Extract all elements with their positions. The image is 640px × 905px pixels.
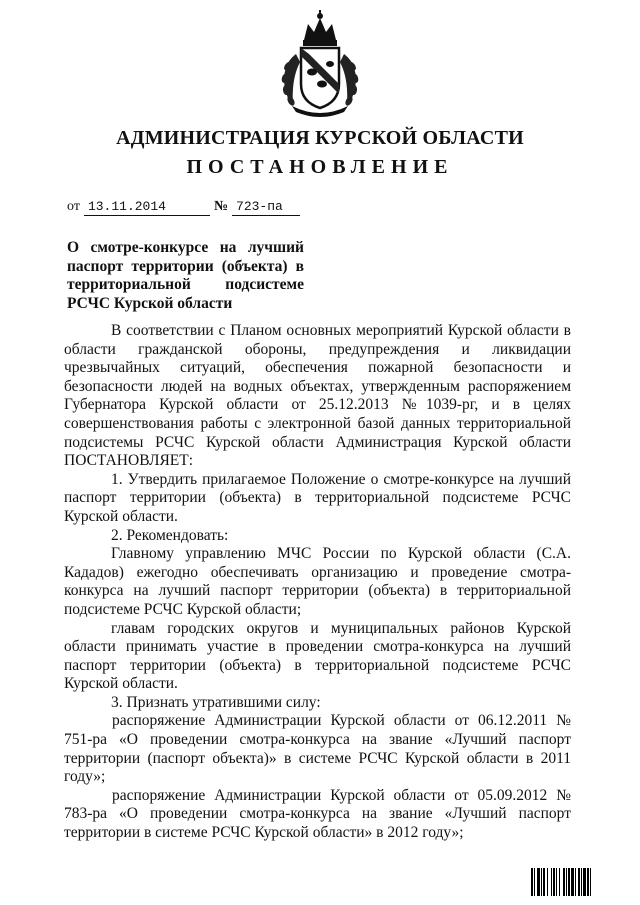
body-paragraph: распоряжение Администрации Курской области от 06.12.2011 № 751-ра «О проведении смотра-конкурса на звание «Лучший паспорт территории (паспорт объекта)» в системе РСЧС Курской области в 2011 году»;	[64, 712, 571, 786]
document-type-heading: ПОСТАНОВЛЕНИЕ	[186, 156, 454, 178]
number-label: №	[213, 199, 229, 214]
body-paragraph: 3. Признать утратившими силу:	[111, 693, 321, 711]
body-paragraph: 1. Утвердить прилагаемое Положение о смотре-конкурсе на лучший паспорт территории (объекта) в территориальной подсистеме РСЧС Курской области.	[64, 470, 571, 525]
subject-line: территориальной подсистеме	[67, 276, 304, 293]
subject-line: О смотре-конкурсе на лучший	[67, 239, 304, 256]
subject-line: паспорт территории (объекта) в	[67, 257, 304, 275]
body-paragraph: Главному управлению МЧС России по Курской области (С.А. Кададов) ежегодно обеспечивать организацию и проведение смотра-конкурса на лучший паспорт территории (объекта) в территориальной подсистеме РСЧС Курской области;	[64, 545, 571, 618]
subject-line: РСЧС Курской области	[67, 294, 233, 312]
date-prefix-label: от	[67, 199, 80, 214]
coat-of-arms-icon	[274, 10, 366, 118]
body-paragraph: 2. Рекомендовать:	[111, 526, 229, 544]
date-number-line	[67, 199, 300, 216]
administration-title: АДМИНИСТРАЦИЯ КУРСКОЙ ОБЛАСТИ	[116, 127, 524, 149]
subject-heading	[67, 239, 304, 313]
body-paragraph: распоряжение Администрации Курской области от 05.09.2012 № 783-ра «О проведении смотра-конкурса на звание «Лучший паспорт территории в системе РСЧС Курской области» в 2012 году»;	[64, 786, 571, 842]
document-body	[64, 322, 571, 843]
document-number: 723-па	[232, 199, 300, 216]
barcode-icon	[531, 868, 625, 896]
document-date: 13.11.2014	[84, 199, 210, 216]
body-paragraph: главам городских округов и муниципальных районов Курской области принимать участие в проведении смотра-конкурса на лучший паспорт территории (объекта) в территориальной подсистеме РСЧС Курской области.	[64, 619, 571, 693]
body-paragraph: В соответствии с Планом основных мероприятий Курской области в области гражданской обороны, предупреждения и ликвидации чрезвычайных ситуаций, обеспечения пожарной безопасности и безопасности людей на водных объектах, утвержденным распоряжением Губернатора Курской области от 25.12.2013 №1039-рг, и в целях совершенствования работы с электронной базой данных территориальной подсистемы РСЧС Курской области Администрация Курской области ПОСТАНОВЛЯЕТ:	[64, 322, 571, 470]
